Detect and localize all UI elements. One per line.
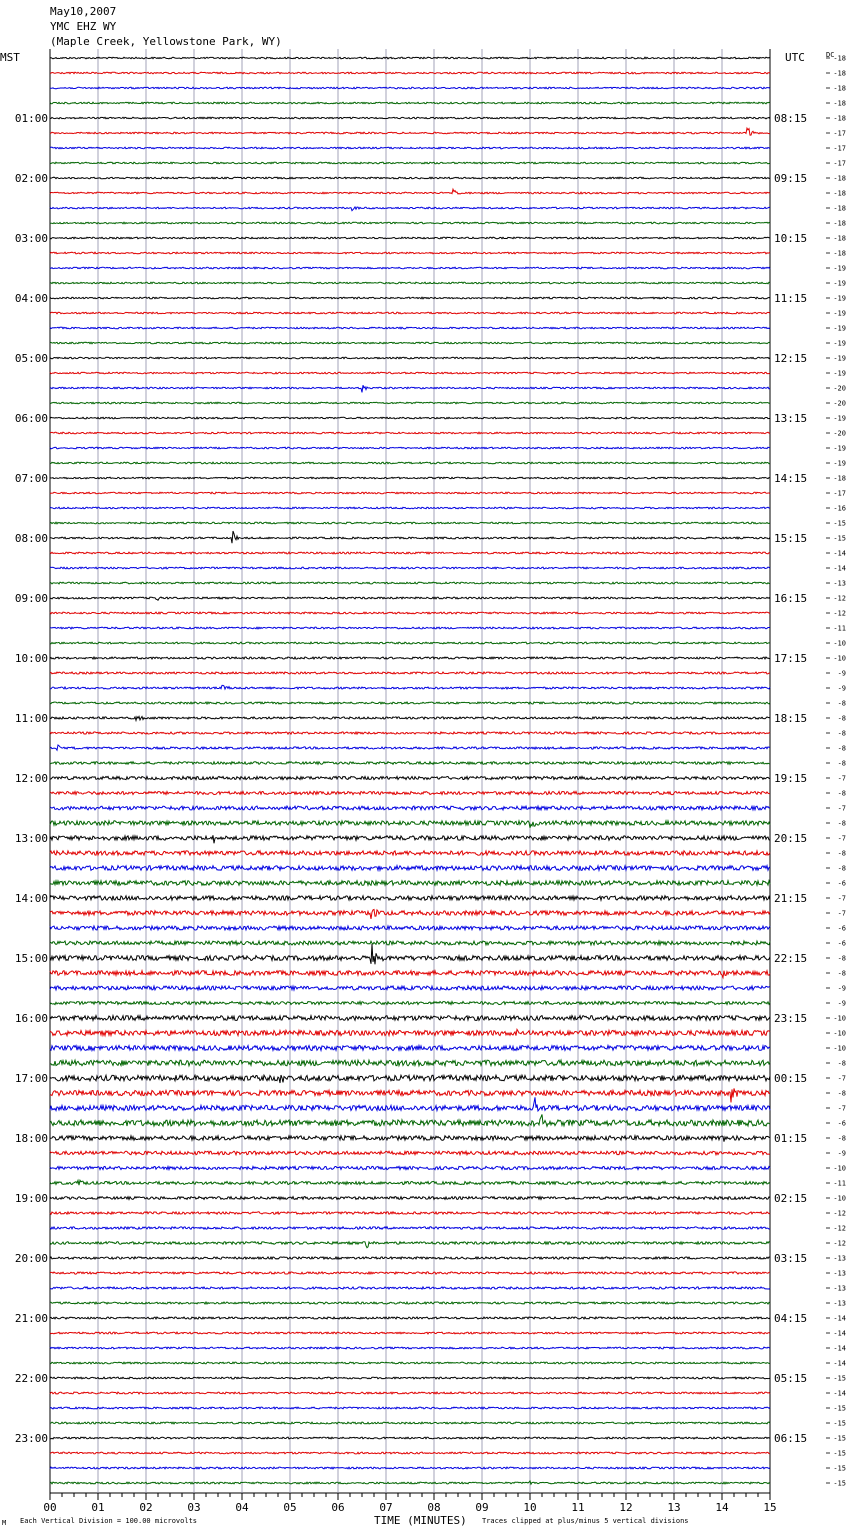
utc-hour-label: 11:15 [774,292,808,305]
dc-offset-label: -17 [833,159,846,168]
dc-offset-label: -8 [837,969,846,978]
x-axis-title: TIME (MINUTES) [374,1514,467,1527]
dc-offset-label: -12 [833,1224,846,1233]
dc-offset-label: -15 [833,534,846,543]
trace-line [50,716,770,720]
dc-offset-label: -6 [837,924,846,933]
x-tick-label: 04 [235,1501,249,1514]
dc-offset-label: -7 [837,894,846,903]
trace-line [50,1227,770,1229]
dc-offset-label: -7 [837,774,846,783]
dc-offset-label: -18 [833,204,846,213]
dc-offset-label: -12 [833,1209,846,1218]
dc-offset-label: -8 [837,1059,846,1068]
x-tick-label: 08 [427,1501,441,1514]
dc-offset-label: -9 [837,999,846,1008]
mst-hour-label: 22:00 [14,1372,48,1385]
trace-line [50,372,770,374]
x-tick-label: 11 [571,1501,585,1514]
utc-hour-label: 10:15 [774,232,808,245]
trace-line [50,896,770,900]
trace-line [50,597,770,600]
trace-line [50,1257,770,1259]
dc-offset-label: -10 [833,1164,846,1173]
trace-line [50,944,770,964]
utc-label: UTC [785,51,805,64]
mst-hour-label: 05:00 [14,352,48,365]
dc-offset-label: -11 [833,624,846,633]
trace-line [50,1097,770,1111]
dc-offset-label: -17 [833,489,846,498]
dc-offset-label: -15 [833,1449,846,1458]
dc-offset-label: -8 [837,729,846,738]
utc-hour-label: 23:15 [774,1012,808,1025]
utc-hour-label: 01:15 [774,1132,808,1145]
utc-hour-label: 09:15 [774,172,808,185]
utc-hour-label: 05:15 [774,1372,808,1385]
trace-line [50,1046,770,1051]
trace-line [50,1060,770,1066]
dc-offset-label: -8 [837,1089,846,1098]
dc-offset-label: -7 [837,1074,846,1083]
x-tick-label: 01 [91,1501,105,1514]
dc-offset-label: -16 [833,504,846,513]
trace-line [50,1242,770,1248]
dc-offset-label: -13 [833,1254,846,1263]
utc-hour-label: 19:15 [774,772,808,785]
dc-offset-label: -8 [837,1134,846,1143]
trace-line [50,1272,770,1274]
dc-offset-label: -6 [837,1119,846,1128]
trace-line [50,762,770,765]
trace-line [50,57,770,59]
x-tick-label: 02 [139,1501,153,1514]
x-tick-label: 12 [619,1501,633,1514]
trace-line [50,926,770,930]
trace-line [50,507,770,509]
trace-line [50,1392,770,1394]
trace-line [50,776,770,779]
dc-offset-label: -10 [833,1044,846,1053]
dc-offset-label: -20 [833,384,846,393]
dc-offset-label: -18 [833,114,846,123]
trace-line [50,128,770,135]
trace-line [50,702,770,704]
trace-line [50,910,770,919]
trace-line [50,1197,770,1200]
trace-line [50,492,770,494]
dc-offset-label: -6 [837,939,846,948]
trace-line [50,1437,770,1439]
mst-hour-label: 20:00 [14,1252,48,1265]
utc-hour-label: 12:15 [774,352,808,365]
header-station: YMC EHZ WY [50,20,117,33]
trace-line [50,835,770,843]
dc-offset-label: -18 [833,174,846,183]
dc-offset-label: -15 [833,1479,846,1488]
dc-offset-label: -18 [833,69,846,78]
trace-line [50,1287,770,1289]
mst-hour-label: 06:00 [14,412,48,425]
trace-line [50,1467,770,1469]
trace-line [50,522,770,524]
dc-offset-label: -8 [837,954,846,963]
trace-line [50,252,770,254]
dc-offset-label: -15 [833,1374,846,1383]
trace-line [50,237,770,239]
trace-line [50,1088,770,1102]
trace-line [50,1029,770,1035]
utc-hour-label: 18:15 [774,712,808,725]
trace-line [50,627,770,629]
mst-hour-label: 11:00 [14,712,48,725]
dc-offset-label: -13 [833,1284,846,1293]
header-location: (Maple Creek, Yellowstone Park, WY) [50,35,282,48]
dc-offset-label: -9 [837,1149,846,1158]
utc-hour-label: 08:15 [774,112,808,125]
trace-line [50,312,770,314]
dc-offset-label: -15 [833,1464,846,1473]
dc-offset-label: -19 [833,459,846,468]
trace-line [50,1075,770,1083]
trace-line [50,327,770,329]
utc-hour-label: 14:15 [774,472,808,485]
axis-labels [15,55,846,1515]
mst-hour-label: 23:00 [14,1432,48,1445]
trace-line [50,1016,770,1021]
dc-offset-label: -14 [833,1359,846,1368]
trace-line [50,821,770,828]
mst-hour-label: 10:00 [14,652,48,665]
trace-line [50,1001,770,1004]
x-tick-label: 09 [475,1501,489,1514]
mst-hour-label: 15:00 [14,952,48,965]
dc-offset-label: -20 [833,399,846,408]
dc-offset-label: -8 [837,744,846,753]
trace-line [50,1422,770,1424]
dc-label: DC [826,51,835,59]
x-tick-label: 07 [379,1501,393,1514]
x-tick-label: 06 [331,1501,345,1514]
dc-offset-label: -19 [833,354,846,363]
dc-offset-label: -19 [833,339,846,348]
trace-line [50,1114,770,1126]
x-tick-label: 05 [283,1501,297,1514]
dc-offset-label: -19 [833,444,846,453]
trace-line [50,1481,770,1484]
scale-mark: M [2,1519,7,1527]
trace-line [50,117,770,119]
utc-hour-label: 04:15 [774,1312,808,1325]
dc-offset-label: -7 [837,804,846,813]
dc-offset-label: -8 [837,849,846,858]
utc-hour-label: 00:15 [774,1072,808,1085]
dc-offset-label: -13 [833,1269,846,1278]
dc-offset-label: -19 [833,324,846,333]
trace-line [50,642,770,644]
utc-hour-label: 03:15 [774,1252,808,1265]
utc-hour-label: 15:15 [774,532,808,545]
mst-hour-label: 13:00 [14,832,48,845]
utc-hour-label: 22:15 [774,952,808,965]
dc-offset-label: -12 [833,609,846,618]
dc-offset-label: -8 [837,714,846,723]
trace-line [50,657,770,659]
trace-line [50,745,770,750]
dc-offset-label: -9 [837,669,846,678]
seismic-traces [50,57,770,1484]
dc-offset-label: -7 [837,1104,846,1113]
trace-line [50,806,770,810]
clip-note: Traces clipped at plus/minus 5 vertical divisions [482,1517,689,1525]
trace-line [50,267,770,269]
trace-line [50,1180,770,1185]
dc-offset-label: -6 [837,879,846,888]
trace-line [50,1347,770,1349]
dc-offset-label: -8 [837,759,846,768]
utc-hour-label: 21:15 [774,892,808,905]
dc-offset-label: -20 [833,429,846,438]
mst-hour-label: 17:00 [14,1072,48,1085]
dc-offset-label: -18 [833,234,846,243]
mst-hour-label: 21:00 [14,1312,48,1325]
trace-line [50,986,770,990]
mst-hour-label: 14:00 [14,892,48,905]
trace-line [50,881,770,886]
dc-offset-label: -18 [833,84,846,93]
dc-offset-label: -17 [833,129,846,138]
dc-offset-label: -15 [833,519,846,528]
trace-line [50,297,770,299]
trace-line [50,162,770,164]
trace-line [50,866,770,871]
mst-hour-label: 04:00 [14,292,48,305]
x-tick-label: 13 [667,1501,681,1514]
dc-offset-label: -15 [833,1434,846,1443]
x-tick-label: 00 [43,1501,57,1514]
trace-line [50,732,770,734]
dc-offset-label: -10 [833,1014,846,1023]
trace-line [50,1136,770,1142]
trace-line [50,531,770,543]
x-tick-label: 15 [763,1501,777,1514]
time-gridlines [50,49,770,1500]
dc-offset-label: -13 [833,579,846,588]
utc-hour-label: 16:15 [774,592,808,605]
x-tick-label: 03 [187,1501,201,1514]
trace-line [50,342,770,344]
dc-offset-label: -18 [833,189,846,198]
trace-line [50,1151,770,1155]
trace-line [50,971,770,978]
dc-offset-label: -19 [833,294,846,303]
mst-hour-label: 02:00 [14,172,48,185]
trace-line [50,552,770,554]
trace-line [50,672,770,674]
dc-offset-label: -10 [833,1029,846,1038]
trace-line [50,189,770,194]
dc-offset-label: -18 [833,249,846,258]
dc-offset-label: -9 [837,984,846,993]
dc-offset-label: -8 [837,699,846,708]
mst-hour-label: 16:00 [14,1012,48,1025]
dc-offset-label: -8 [837,819,846,828]
mst-label: MST [0,51,20,64]
trace-line [50,582,770,584]
dc-offset-label: -18 [833,474,846,483]
trace-line [50,102,770,104]
mst-hour-label: 03:00 [14,232,48,245]
dc-offset-label: -18 [833,54,846,63]
utc-hour-label: 02:15 [774,1192,808,1205]
trace-line [50,402,770,404]
trace-line [50,417,770,419]
trace-line [50,477,770,479]
trace-line [50,612,770,614]
trace-line [50,207,770,211]
trace-line [50,72,770,74]
trace-line [50,791,770,794]
dc-offset-label: -12 [833,594,846,603]
dc-offset-label: -19 [833,309,846,318]
trace-line [50,222,770,224]
trace-line [50,685,770,689]
trace-line [50,462,770,464]
trace-line [50,941,770,945]
dc-offset-label: -15 [833,1419,846,1428]
dc-offset-label: -13 [833,1299,846,1308]
mst-hour-label: 01:00 [14,112,48,125]
trace-line [50,1332,770,1334]
dc-offset-label: -9 [837,684,846,693]
mst-hour-label: 08:00 [14,532,48,545]
trace-line [50,1377,770,1379]
dc-offset-label: -8 [837,864,846,873]
trace-line [50,147,770,149]
utc-hour-label: 20:15 [774,832,808,845]
trace-line [50,1362,770,1364]
dc-offset-label: -10 [833,654,846,663]
dc-offset-label: -19 [833,264,846,273]
dc-offset-label: -8 [837,789,846,798]
mst-hour-label: 09:00 [14,592,48,605]
utc-hour-label: 13:15 [774,412,808,425]
trace-line [50,447,770,449]
trace-line [50,177,770,179]
utc-hour-label: 06:15 [774,1432,808,1445]
dc-offset-label: -10 [833,1194,846,1203]
dc-offset-label: -14 [833,1329,846,1338]
dc-offset-label: -18 [833,219,846,228]
dc-offset-label: -19 [833,369,846,378]
trace-line [50,1212,770,1214]
dc-offset-label: -18 [833,99,846,108]
dc-offset-label: -19 [833,279,846,288]
trace-line [50,282,770,284]
x-tick-label: 14 [715,1501,729,1514]
trace-line [50,1452,770,1454]
dc-offset-label: -14 [833,549,846,558]
mst-hour-label: 19:00 [14,1192,48,1205]
mst-hour-label: 18:00 [14,1132,48,1145]
dc-offset-label: -7 [837,834,846,843]
dc-offset-label: -14 [833,1344,846,1353]
trace-line [50,357,770,359]
trace-line [50,851,770,855]
dc-offset-label: -19 [833,414,846,423]
dc-offset-label: -17 [833,144,846,153]
dc-offset-label: -14 [833,1389,846,1398]
x-tick-label: 10 [523,1501,537,1514]
dc-offset-label: -15 [833,1404,846,1413]
dc-offset-label: -10 [833,639,846,648]
utc-hour-label: 17:15 [774,652,808,665]
mst-hour-label: 07:00 [14,472,48,485]
trace-line [50,1302,770,1304]
dc-offset-label: -14 [833,564,846,573]
trace-line [50,1317,770,1319]
dc-offset-label: -7 [837,909,846,918]
mst-hour-label: 12:00 [14,772,48,785]
scale-note: Each Vertical Division = 100.00 microvolts [20,1517,198,1525]
dc-offset-label: -12 [833,1239,846,1248]
trace-line [50,1407,770,1409]
trace-line [50,87,770,89]
trace-line [50,385,770,392]
trace-line [50,432,770,434]
dc-offset-label: -11 [833,1179,846,1188]
trace-line [50,1166,770,1169]
trace-line [50,567,770,569]
dc-offset-label: -14 [833,1314,846,1323]
header-date: May10,2007 [50,5,117,18]
